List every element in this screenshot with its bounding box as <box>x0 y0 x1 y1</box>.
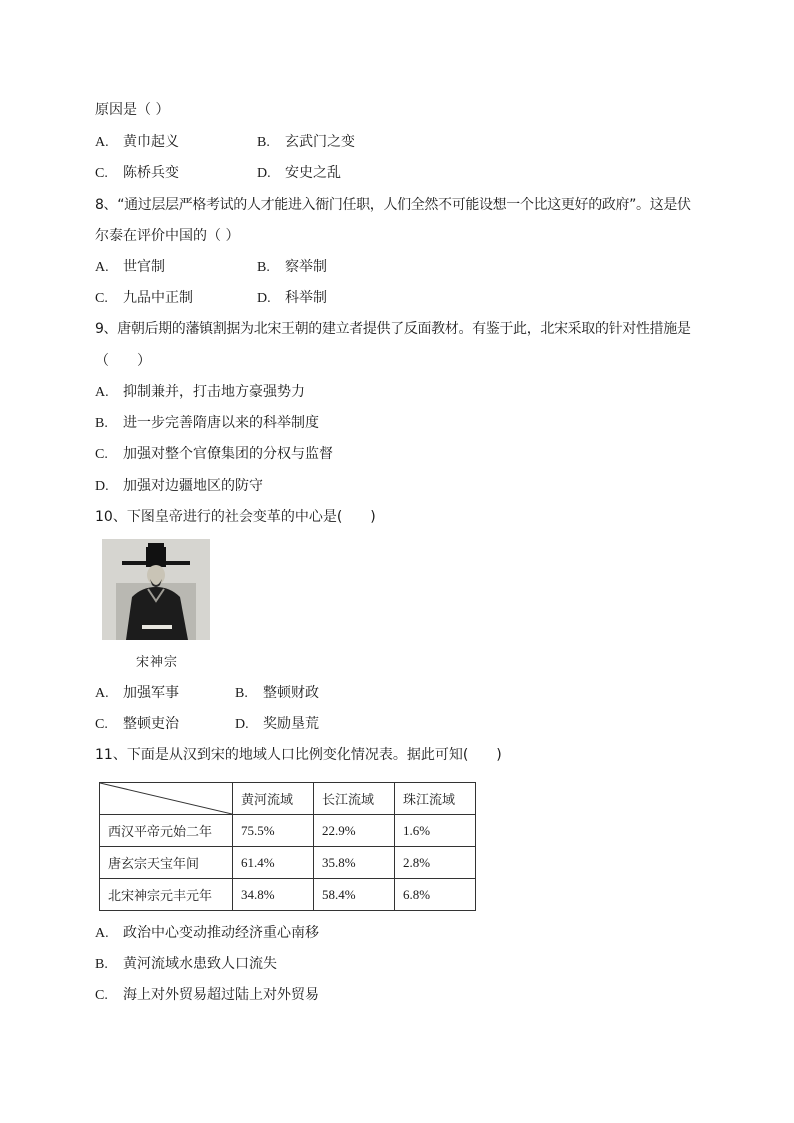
option-text: 黄河流域水患致人口流失 <box>123 956 277 972</box>
q7-option-c[interactable] <box>95 163 179 184</box>
option-text: 安史之乱 <box>285 165 341 181</box>
q11-stem: 11、下面是从汉到宋的地域人口比例变化情况表。据此可知( ) <box>95 747 502 763</box>
table-cell-value: 58.4% <box>314 879 395 911</box>
option-letter: A. <box>95 385 109 400</box>
option-text: 玄武门之变 <box>285 134 355 150</box>
option-letter: B. <box>257 260 270 275</box>
option-letter: C. <box>95 988 108 1003</box>
option-letter: D. <box>257 291 271 306</box>
q9-option-a[interactable] <box>95 382 305 403</box>
table-row <box>100 879 476 911</box>
option-text: 整顿财政 <box>263 685 319 701</box>
table-cell-value: 61.4% <box>233 847 314 879</box>
option-letter: A. <box>95 686 109 701</box>
option-text: 世官制 <box>123 259 165 275</box>
portrait-caption: 宋神宗 <box>136 655 179 670</box>
option-letter: B. <box>257 135 270 150</box>
table-cell-value: 2.8% <box>395 847 476 879</box>
table-header-cell: 黄河流域 <box>233 783 314 815</box>
table-cell-value: 6.8% <box>395 879 476 911</box>
option-letter: C. <box>95 447 108 462</box>
option-text: 政治中心变动推动经济重心南移 <box>123 925 319 941</box>
option-text: 整顿吏治 <box>123 716 179 732</box>
q7-option-a[interactable] <box>95 132 179 153</box>
q11-option-a[interactable] <box>95 923 319 944</box>
q8-stem-line1: 8、“通过层层严格考试的人才能进入衙门任职，人们全然不可能设想一个比这更好的政府”。这是伏 <box>95 197 691 213</box>
option-text: 抑制兼并，打击地方豪强势力 <box>123 384 305 400</box>
option-text: 科举制 <box>285 290 327 306</box>
table-corner-cell <box>100 783 233 815</box>
emperor-portrait-image <box>102 539 210 640</box>
corner-diagonal <box>100 783 232 814</box>
option-letter: C. <box>95 166 108 181</box>
table-cell-value: 1.6% <box>395 815 476 847</box>
table-header-cell: 珠江流域 <box>395 783 476 815</box>
option-text: 陈桥兵变 <box>123 165 179 181</box>
q8-option-d[interactable] <box>257 288 327 309</box>
option-text: 黄巾起义 <box>123 134 179 150</box>
q7-option-b[interactable] <box>257 132 355 153</box>
option-text: 海上对外贸易超过陆上对外贸易 <box>123 987 319 1003</box>
table-cell-value: 34.8% <box>233 879 314 911</box>
option-letter: B. <box>95 957 108 972</box>
portrait-illustration <box>102 539 210 640</box>
table-header-row <box>100 783 476 815</box>
q9-option-c[interactable] <box>95 444 333 465</box>
q7-option-d[interactable] <box>257 163 341 184</box>
option-letter: C. <box>95 717 108 732</box>
q8-option-a[interactable] <box>95 257 165 278</box>
option-letter: B. <box>95 416 108 431</box>
q10-option-b[interactable] <box>235 683 319 704</box>
table-header-cell: 长江流域 <box>314 783 395 815</box>
q9-stem-line2: （ ） <box>95 353 151 369</box>
q8-option-b[interactable] <box>257 257 327 278</box>
table-cell-value: 35.8% <box>314 847 395 879</box>
option-text: 加强军事 <box>123 685 179 701</box>
option-text: 加强对边疆地区的防守 <box>123 478 263 494</box>
option-letter: D. <box>257 166 271 181</box>
option-text: 奖励垦荒 <box>263 716 319 732</box>
option-text: 察举制 <box>285 259 327 275</box>
option-letter: A. <box>95 926 109 941</box>
option-text: 加强对整个官僚集团的分权与监督 <box>123 446 333 462</box>
table-row <box>100 815 476 847</box>
table-cell-period: 西汉平帝元始二年 <box>100 815 233 847</box>
population-table <box>99 782 476 911</box>
q10-option-a[interactable] <box>95 683 179 704</box>
option-letter: D. <box>95 479 109 494</box>
q7-stem-end: 原因是（ ） <box>95 102 170 118</box>
option-letter: A. <box>95 135 109 150</box>
option-letter: D. <box>235 717 249 732</box>
q11-option-b[interactable] <box>95 954 277 975</box>
q8-option-c[interactable] <box>95 288 193 309</box>
q9-stem-line1: 9、唐朝后期的藩镇割据为北宋王朝的建立者提供了反面教材。有鉴于此，北宋采取的针对性措施是 <box>95 321 691 337</box>
table-cell-period: 北宋神宗元丰元年 <box>100 879 233 911</box>
table-cell-period: 唐玄宗天宝年间 <box>100 847 233 879</box>
option-letter: C. <box>95 291 108 306</box>
q9-option-b[interactable] <box>95 413 319 434</box>
q10-option-d[interactable] <box>235 714 319 735</box>
q9-option-d[interactable] <box>95 476 263 497</box>
table-cell-value: 22.9% <box>314 815 395 847</box>
table-row <box>100 847 476 879</box>
option-text: 进一步完善隋唐以来的科举制度 <box>123 415 319 431</box>
table-cell-value: 75.5% <box>233 815 314 847</box>
option-letter: B. <box>235 686 248 701</box>
option-text: 九品中正制 <box>123 290 193 306</box>
q11-option-c[interactable] <box>95 985 319 1006</box>
q10-stem: 10、下图皇帝进行的社会变革的中心是( ) <box>95 509 376 525</box>
option-letter: A. <box>95 260 109 275</box>
q8-stem-line2: 尔泰在评价中国的（ ） <box>95 228 240 244</box>
q10-option-c[interactable] <box>95 714 179 735</box>
